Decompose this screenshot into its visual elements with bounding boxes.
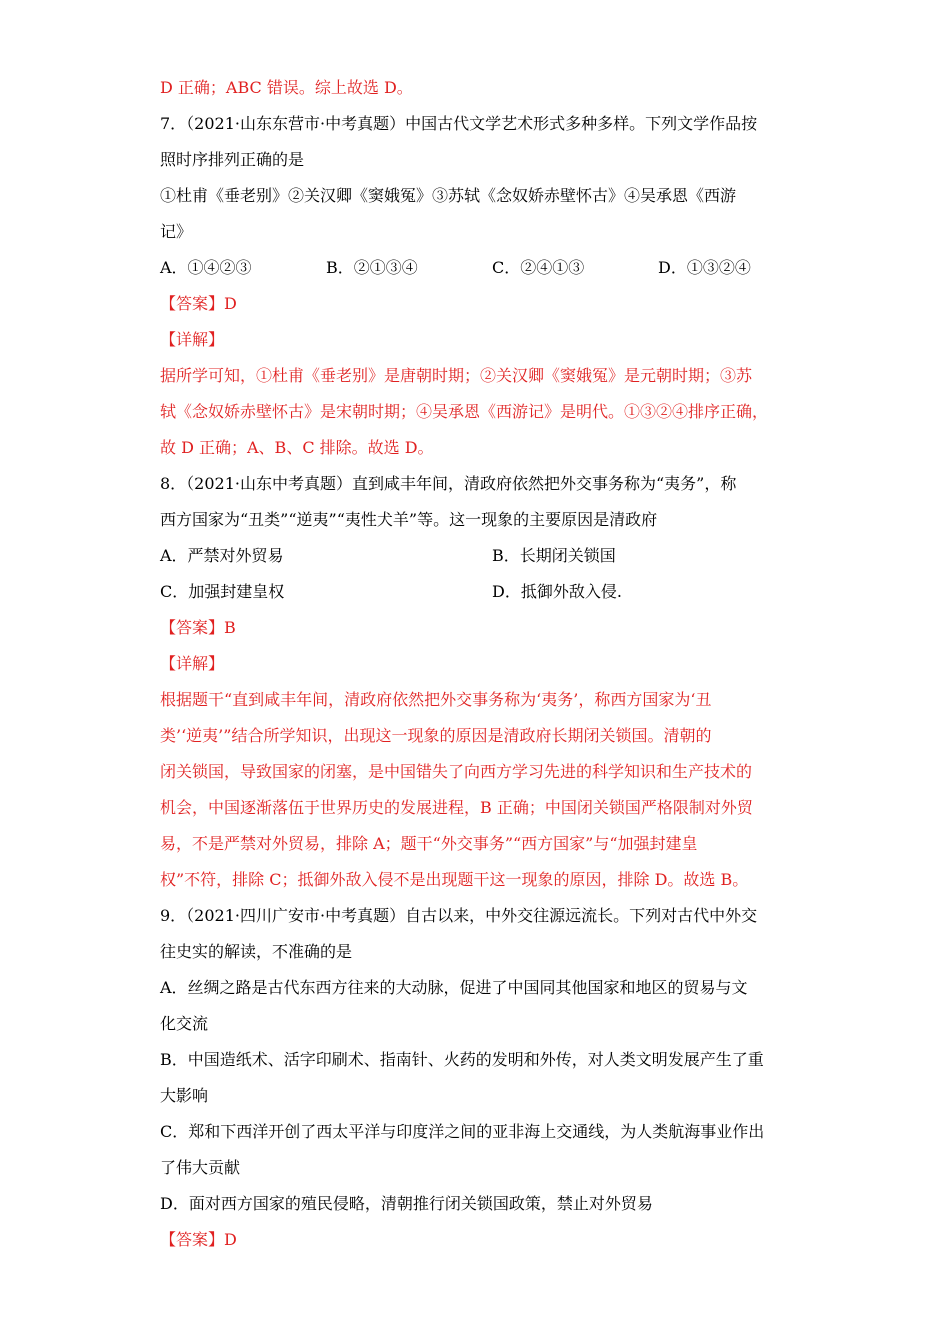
q7-option-c: C．②④①③ [492,258,585,277]
document-page [160,70,800,1258]
q9-option-c: 了伟大贡献 [160,1158,241,1177]
q9-option-c: C．郑和下西洋开创了西太平洋与印度洋之间的亚非海上交通线，为人类航海事业作出 [160,1122,765,1141]
q9-option-a: 化交流 [160,1014,209,1033]
q8-answer: 【答案】B [160,618,236,637]
q8-option-d: D．抵御外敌入侵. [492,582,622,601]
q7-explanation: 轼《念奴娇赤壁怀古》是宋朝时期；④吴承恩《西游记》是明代。①③②④排序正确， [160,402,769,421]
q7-stem: ①杜甫《垂老别》②关汉卿《窦娥冤》③苏轼《念奴娇赤壁怀古》④吴承恩《西游 [160,186,737,205]
q7-stem: 记》 [160,222,193,241]
q9-option-a: A．丝绸之路是古代东西方往来的大动脉，促进了中国同其他国家和地区的贸易与文 [160,978,748,997]
prev-explanation-end: D 正确；ABC 错误。综上故选 D。 [160,78,413,97]
q8-explanation: 闭关锁国，导致国家的闭塞，是中国错失了向西方学习先进的科学知识和生产技术的 [160,762,753,781]
q9-option-d: D．面对西方国家的殖民侵略，清朝推行闭关锁国政策，禁止对外贸易 [160,1194,653,1213]
q8-explanation: 根据题干“直到咸丰年间，清政府依然把外交事务称为‘夷务’，称西方国家为‘丑 [160,690,712,709]
q8-detail-heading: 【详解】 [160,654,225,673]
q9-stem: 往史实的解读，不准确的是 [160,942,353,961]
q7-explanation: 故 D 正确；A、B、C 排除。故选 D。 [160,438,434,457]
q8-stem: 西方国家为“丑类”“逆夷”“夷性犬羊”等。这一现象的主要原因是清政府 [160,510,658,529]
q9-option-b: B．中国造纸术、活字印刷术、指南针、火药的发明和外传，对人类文明发展产生了重 [160,1050,764,1069]
q8-options-row [160,538,800,574]
q7-option-d: D．①③②④ [658,258,751,277]
q7-detail-heading: 【详解】 [160,330,225,349]
q7-explanation: 据所学可知，①杜甫《垂老别》是唐朝时期；②关汉卿《窦娥冤》是元朝时期；③苏 [160,366,753,385]
q7-option-b: B．②①③④ [326,258,418,277]
q8-stem: 8．（2021·山东中考真题）直到咸丰年间，清政府依然把外交事务称为“夷务”，称 [160,474,737,493]
q8-options-row [160,574,800,610]
q7-options [160,250,800,286]
q8-explanation: 类’‘逆夷’”结合所学知识，出现这一现象的原因是清政府长期闭关锁国。清朝的 [160,726,712,745]
q8-explanation: 机会，中国逐渐落伍于世界历史的发展进程，B 正确；中国闭关锁国严格限制对外贸 [160,798,753,817]
q8-option-c: C．加强封建皇权 [160,582,285,601]
q7-answer: 【答案】D [160,294,237,313]
q8-option-a: A．严禁对外贸易 [160,546,284,565]
q8-option-b: B．长期闭关锁国 [492,546,616,565]
q9-option-b: 大影响 [160,1086,209,1105]
q7-stem: 照时序排列正确的是 [160,150,305,169]
q7-stem: 7．（2021·山东东营市·中考真题）中国古代文学艺术形式多种多样。下列文学作品按 [160,114,758,133]
q9-stem: 9．（2021·四川广安市·中考真题）自古以来，中外交往源远流长。下列对古代中外交 [160,906,758,925]
q7-option-a: A．①④②③ [160,258,252,277]
q9-answer: 【答案】D [160,1230,237,1249]
q8-explanation: 易，不是严禁对外贸易，排除 A；题干“外交事务”“西方国家”与“加强封建皇 [160,834,698,853]
q8-explanation: 权”不符，排除 C；抵御外敌入侵不是出现题干这一现象的原因，排除 D。故选 B。 [160,870,749,889]
